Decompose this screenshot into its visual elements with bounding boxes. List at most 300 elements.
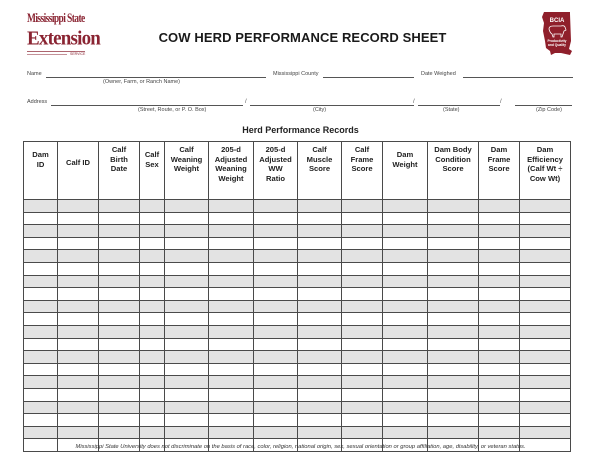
table-cell[interactable] xyxy=(342,200,383,213)
county-label: Mississippi County xyxy=(273,71,319,77)
table-cell[interactable] xyxy=(99,325,140,338)
table-cell[interactable] xyxy=(24,388,58,401)
table-cell[interactable] xyxy=(99,300,140,313)
table-cell[interactable] xyxy=(520,426,571,439)
table-cell[interactable] xyxy=(479,338,520,351)
column-header-205-d-adjusted-ww-ratio xyxy=(254,142,298,200)
address-label: Address xyxy=(27,99,48,105)
column-header-calf-muscle-score xyxy=(298,142,342,200)
table-cell[interactable] xyxy=(58,363,99,376)
table-row xyxy=(24,225,571,238)
table-cell[interactable] xyxy=(342,300,383,313)
table-row xyxy=(24,288,571,301)
table-cell[interactable] xyxy=(383,376,428,389)
table-cell[interactable] xyxy=(520,225,571,238)
table-cell[interactable] xyxy=(298,325,342,338)
table-cell[interactable] xyxy=(58,262,99,275)
table-cell[interactable] xyxy=(383,363,428,376)
table-cell[interactable] xyxy=(165,200,209,213)
table-cell[interactable] xyxy=(99,388,140,401)
table-cell[interactable] xyxy=(165,351,209,364)
table-cell[interactable] xyxy=(479,237,520,250)
table-cell[interactable] xyxy=(165,250,209,263)
table-cell[interactable] xyxy=(24,225,58,238)
table-cell[interactable] xyxy=(479,250,520,263)
table-cell[interactable] xyxy=(520,351,571,364)
table-cell[interactable] xyxy=(209,401,254,414)
table-cell[interactable] xyxy=(99,288,140,301)
table-cell[interactable] xyxy=(140,288,165,301)
name-label: Name xyxy=(27,71,42,77)
table-cell[interactable] xyxy=(520,363,571,376)
zip-field[interactable] xyxy=(515,105,572,106)
table-cell[interactable] xyxy=(428,212,479,225)
city-field[interactable] xyxy=(250,105,414,106)
table-row xyxy=(24,313,571,326)
table-cell[interactable] xyxy=(298,225,342,238)
table-cell[interactable] xyxy=(342,275,383,288)
table-cell[interactable] xyxy=(140,376,165,389)
table-cell[interactable] xyxy=(99,250,140,263)
table-cell[interactable] xyxy=(383,262,428,275)
table-cell[interactable] xyxy=(24,262,58,275)
table-cell[interactable] xyxy=(140,363,165,376)
table-cell[interactable] xyxy=(383,426,428,439)
table-cell[interactable] xyxy=(520,388,571,401)
table-cell[interactable] xyxy=(58,300,99,313)
header-line: Condition xyxy=(435,154,471,164)
table-cell[interactable] xyxy=(24,300,58,313)
table-cell[interactable] xyxy=(298,388,342,401)
table-cell[interactable] xyxy=(165,225,209,238)
table-cell[interactable] xyxy=(24,376,58,389)
table-cell[interactable] xyxy=(298,250,342,263)
table-cell[interactable] xyxy=(383,325,428,338)
table-cell[interactable] xyxy=(209,237,254,250)
table-cell[interactable] xyxy=(254,262,298,275)
table-cell[interactable] xyxy=(58,225,99,238)
table-row xyxy=(24,325,571,338)
table-cell[interactable] xyxy=(58,313,99,326)
table-cell[interactable] xyxy=(254,250,298,263)
table-cell[interactable] xyxy=(165,275,209,288)
table-cell[interactable] xyxy=(165,338,209,351)
table-cell[interactable] xyxy=(58,275,99,288)
table-cell[interactable] xyxy=(342,426,383,439)
table-cell[interactable] xyxy=(342,313,383,326)
table-cell[interactable] xyxy=(383,212,428,225)
table-cell[interactable] xyxy=(428,388,479,401)
table-cell[interactable] xyxy=(99,414,140,427)
table-cell[interactable] xyxy=(58,388,99,401)
table-cell[interactable] xyxy=(24,313,58,326)
header-line: Dam Body xyxy=(434,145,472,154)
table-cell[interactable] xyxy=(520,275,571,288)
table-cell[interactable] xyxy=(254,225,298,238)
table-row xyxy=(24,363,571,376)
table-cell[interactable] xyxy=(342,363,383,376)
table-cell[interactable] xyxy=(99,200,140,213)
table-cell[interactable] xyxy=(209,212,254,225)
table-cell[interactable] xyxy=(99,363,140,376)
table-cell[interactable] xyxy=(428,300,479,313)
header-line: Calf xyxy=(354,145,370,154)
table-cell[interactable] xyxy=(428,414,479,427)
table-cell[interactable] xyxy=(520,376,571,389)
table-cell[interactable] xyxy=(99,351,140,364)
table-cell[interactable] xyxy=(140,200,165,213)
table-cell[interactable] xyxy=(428,275,479,288)
table-cell[interactable] xyxy=(520,338,571,351)
table-cell[interactable] xyxy=(24,414,58,427)
table-cell[interactable] xyxy=(298,401,342,414)
table-row xyxy=(24,212,571,225)
table-cell[interactable] xyxy=(58,325,99,338)
table-cell[interactable] xyxy=(209,313,254,326)
header-line: Score xyxy=(351,164,373,173)
table-row xyxy=(24,262,571,275)
header-line: Weight xyxy=(218,173,244,183)
table-cell[interactable] xyxy=(254,401,298,414)
table-cell[interactable] xyxy=(479,313,520,326)
header-line: Dam xyxy=(32,150,49,159)
separator: / xyxy=(500,99,502,105)
table-cell[interactable] xyxy=(383,313,428,326)
table-cell[interactable] xyxy=(298,237,342,250)
header-line: Calf xyxy=(179,145,194,154)
logo-service-text: SERVICE xyxy=(70,52,86,56)
table-cell[interactable] xyxy=(140,414,165,427)
table-cell[interactable] xyxy=(58,212,99,225)
table-cell[interactable] xyxy=(58,401,99,414)
table-cell[interactable] xyxy=(58,338,99,351)
table-cell[interactable] xyxy=(428,200,479,213)
header-line: Calf ID xyxy=(65,158,91,167)
table-cell[interactable] xyxy=(520,401,571,414)
table-cell[interactable] xyxy=(428,338,479,351)
table-cell[interactable] xyxy=(165,401,209,414)
table-cell[interactable] xyxy=(58,288,99,301)
table-cell[interactable] xyxy=(298,200,342,213)
table-cell[interactable] xyxy=(520,288,571,301)
county-field[interactable] xyxy=(323,77,414,78)
table-cell[interactable] xyxy=(342,401,383,414)
table-row xyxy=(24,275,571,288)
table-cell[interactable] xyxy=(165,388,209,401)
table-cell[interactable] xyxy=(342,414,383,427)
column-header-205-d-adjusted-weaning-weight xyxy=(209,142,254,200)
column-header-dam-body-condition-score xyxy=(428,142,479,200)
header-line: Ratio xyxy=(266,173,285,183)
table-cell[interactable] xyxy=(342,212,383,225)
table-cell[interactable] xyxy=(342,288,383,301)
table-cell[interactable] xyxy=(209,325,254,338)
table-cell[interactable] xyxy=(140,401,165,414)
table-cell[interactable] xyxy=(165,212,209,225)
table-cell[interactable] xyxy=(140,338,165,351)
table-cell[interactable] xyxy=(254,414,298,427)
table-cell[interactable] xyxy=(254,363,298,376)
table-cell[interactable] xyxy=(428,313,479,326)
table-cell[interactable] xyxy=(479,212,520,225)
table-cell[interactable] xyxy=(342,250,383,263)
table-cell[interactable] xyxy=(165,300,209,313)
street-field[interactable] xyxy=(51,105,243,106)
table-cell[interactable] xyxy=(254,237,298,250)
table-cell[interactable] xyxy=(24,275,58,288)
table-cell[interactable] xyxy=(140,212,165,225)
table-cell[interactable] xyxy=(428,325,479,338)
table-cell[interactable] xyxy=(58,426,99,439)
table-cell[interactable] xyxy=(24,250,58,263)
table-cell[interactable] xyxy=(165,237,209,250)
table-cell[interactable] xyxy=(140,300,165,313)
table-cell[interactable] xyxy=(140,313,165,326)
table-cell[interactable] xyxy=(140,262,165,275)
table-cell[interactable] xyxy=(254,351,298,364)
table-cell[interactable] xyxy=(298,212,342,225)
table-cell[interactable] xyxy=(479,288,520,301)
svg-text:BCIA: BCIA xyxy=(549,18,565,24)
table-cell[interactable] xyxy=(99,237,140,250)
table-cell[interactable] xyxy=(99,313,140,326)
table-cell[interactable] xyxy=(383,200,428,213)
column-header-calf-sex xyxy=(140,142,165,200)
table-cell[interactable] xyxy=(165,376,209,389)
table-cell[interactable] xyxy=(99,401,140,414)
logo-rule-secondary xyxy=(27,54,67,55)
table-cell[interactable] xyxy=(428,401,479,414)
table-cell[interactable] xyxy=(24,200,58,213)
table-cell[interactable] xyxy=(479,388,520,401)
table-cell[interactable] xyxy=(209,376,254,389)
table-cell[interactable] xyxy=(58,200,99,213)
table-cell[interactable] xyxy=(165,426,209,439)
table-cell[interactable] xyxy=(383,401,428,414)
table-cell[interactable] xyxy=(342,388,383,401)
table-cell[interactable] xyxy=(298,338,342,351)
table-cell[interactable] xyxy=(140,237,165,250)
herd-performance-table xyxy=(23,141,571,452)
table-row xyxy=(24,200,571,213)
table-cell[interactable] xyxy=(342,262,383,275)
nondiscrimination-footer: Mississippi State University does not discriminate on the basis of race, color, religion, national origin, sex, sexual orientation or group affiliation, age, disability, or veteran status. xyxy=(75,444,526,450)
table-cell[interactable] xyxy=(383,250,428,263)
table-cell[interactable] xyxy=(520,237,571,250)
table-cell[interactable] xyxy=(209,426,254,439)
table-cell[interactable] xyxy=(479,325,520,338)
table-cell[interactable] xyxy=(298,426,342,439)
table-cell[interactable] xyxy=(342,376,383,389)
logo-university-name: Mississippi State xyxy=(27,12,85,26)
table-cell[interactable] xyxy=(383,338,428,351)
table-cell[interactable] xyxy=(383,275,428,288)
table-cell[interactable] xyxy=(209,200,254,213)
table-cell[interactable] xyxy=(209,363,254,376)
table-cell[interactable] xyxy=(428,363,479,376)
table-cell[interactable] xyxy=(165,262,209,275)
table-cell[interactable] xyxy=(99,376,140,389)
table-cell[interactable] xyxy=(209,250,254,263)
table-cell[interactable] xyxy=(298,300,342,313)
table-cell[interactable] xyxy=(209,225,254,238)
zip-hint: (Zip Code) xyxy=(536,107,562,113)
table-cell[interactable] xyxy=(99,212,140,225)
header-line: Weaning xyxy=(170,154,203,164)
table-cell[interactable] xyxy=(254,426,298,439)
table-cell[interactable] xyxy=(24,351,58,364)
table-cell[interactable] xyxy=(479,262,520,275)
table-cell[interactable] xyxy=(342,325,383,338)
table-cell[interactable] xyxy=(140,426,165,439)
date-weighed-field[interactable] xyxy=(463,77,573,78)
table-cell[interactable] xyxy=(99,225,140,238)
table-cell[interactable] xyxy=(254,313,298,326)
table-cell[interactable] xyxy=(479,363,520,376)
table-cell[interactable] xyxy=(24,363,58,376)
table-cell[interactable] xyxy=(383,351,428,364)
table-cell[interactable] xyxy=(428,262,479,275)
table-cell[interactable] xyxy=(58,351,99,364)
table-cell[interactable] xyxy=(298,275,342,288)
table-cell[interactable] xyxy=(479,225,520,238)
table-cell[interactable] xyxy=(140,275,165,288)
table-cell[interactable] xyxy=(254,288,298,301)
table-cell[interactable] xyxy=(140,225,165,238)
table-cell[interactable] xyxy=(209,414,254,427)
header-line: Sex xyxy=(145,159,159,169)
table-cell[interactable] xyxy=(383,414,428,427)
table-cell[interactable] xyxy=(479,376,520,389)
table-cell[interactable] xyxy=(209,262,254,275)
table-cell[interactable] xyxy=(254,300,298,313)
table-cell[interactable] xyxy=(342,225,383,238)
table-cell[interactable] xyxy=(99,262,140,275)
table-cell[interactable] xyxy=(428,225,479,238)
table-cell[interactable] xyxy=(99,338,140,351)
table-cell[interactable] xyxy=(58,237,99,250)
table-cell[interactable] xyxy=(479,414,520,427)
table-cell[interactable] xyxy=(520,250,571,263)
table-cell[interactable] xyxy=(99,275,140,288)
table-cell[interactable] xyxy=(209,338,254,351)
column-header-dam-id xyxy=(24,142,58,200)
table-cell[interactable] xyxy=(58,250,99,263)
name-field[interactable] xyxy=(46,77,266,78)
state-field[interactable] xyxy=(418,105,500,106)
page-title: COW HERD PERFORMANCE RECORD SHEET xyxy=(158,30,447,45)
table-cell[interactable] xyxy=(140,325,165,338)
table-cell[interactable] xyxy=(298,313,342,326)
table-cell[interactable] xyxy=(520,212,571,225)
table-cell[interactable] xyxy=(165,313,209,326)
table-cell[interactable] xyxy=(520,414,571,427)
table-cell[interactable] xyxy=(520,200,571,213)
table-cell[interactable] xyxy=(140,351,165,364)
table-cell[interactable] xyxy=(99,426,140,439)
table-cell[interactable] xyxy=(342,338,383,351)
table-cell[interactable] xyxy=(254,275,298,288)
table-cell[interactable] xyxy=(520,325,571,338)
table-cell[interactable] xyxy=(254,376,298,389)
table-cell[interactable] xyxy=(254,212,298,225)
table-cell[interactable] xyxy=(342,237,383,250)
table-cell[interactable] xyxy=(24,338,58,351)
table-cell[interactable] xyxy=(24,288,58,301)
table-row xyxy=(24,237,571,250)
table-cell[interactable] xyxy=(479,200,520,213)
table-cell[interactable] xyxy=(383,300,428,313)
table-cell[interactable] xyxy=(165,363,209,376)
table-cell[interactable] xyxy=(479,275,520,288)
table-cell[interactable] xyxy=(165,288,209,301)
svg-text:Productivity: Productivity xyxy=(547,39,567,43)
table-cell[interactable] xyxy=(140,250,165,263)
table-cell[interactable] xyxy=(383,225,428,238)
table-cell[interactable] xyxy=(254,200,298,213)
table-cell[interactable] xyxy=(209,388,254,401)
table-cell[interactable] xyxy=(254,388,298,401)
table-cell[interactable] xyxy=(342,351,383,364)
table-cell[interactable] xyxy=(298,262,342,275)
table-cell[interactable] xyxy=(254,338,298,351)
table-cell[interactable] xyxy=(479,426,520,439)
table-cell[interactable] xyxy=(165,414,209,427)
table-cell[interactable] xyxy=(298,288,342,301)
table-cell[interactable] xyxy=(24,212,58,225)
table-row xyxy=(24,351,571,364)
table-cell[interactable] xyxy=(383,388,428,401)
table-cell[interactable] xyxy=(209,300,254,313)
table-cell[interactable] xyxy=(428,376,479,389)
table-cell[interactable] xyxy=(520,300,571,313)
table-cell[interactable] xyxy=(209,351,254,364)
table-cell[interactable] xyxy=(298,414,342,427)
table-cell[interactable] xyxy=(428,250,479,263)
table-cell[interactable] xyxy=(479,300,520,313)
table-cell[interactable] xyxy=(479,351,520,364)
table-cell[interactable] xyxy=(209,288,254,301)
table-cell[interactable] xyxy=(254,325,298,338)
table-cell[interactable] xyxy=(140,388,165,401)
table-cell[interactable] xyxy=(428,288,479,301)
table-cell[interactable] xyxy=(58,376,99,389)
table-cell[interactable] xyxy=(520,262,571,275)
table-cell[interactable] xyxy=(428,351,479,364)
header-line: Cow Wt) xyxy=(529,173,561,183)
header-line: Frame xyxy=(350,154,374,164)
table-cell[interactable] xyxy=(24,237,58,250)
table-cell[interactable] xyxy=(58,414,99,427)
table-cell[interactable] xyxy=(520,313,571,326)
header-line: Dam xyxy=(396,150,414,159)
table-cell[interactable] xyxy=(383,237,428,250)
table-cell[interactable] xyxy=(298,376,342,389)
state-hint: (State) xyxy=(443,107,460,113)
table-cell[interactable] xyxy=(209,275,254,288)
table-cell[interactable] xyxy=(24,325,58,338)
table-cell[interactable] xyxy=(298,351,342,364)
header-line: 205-d xyxy=(265,145,286,154)
table-cell[interactable] xyxy=(24,426,58,439)
table-cell[interactable] xyxy=(24,401,58,414)
table-cell[interactable] xyxy=(428,237,479,250)
table-cell[interactable] xyxy=(479,401,520,414)
table-cell[interactable] xyxy=(428,426,479,439)
table-cell[interactable] xyxy=(383,288,428,301)
table-cell[interactable] xyxy=(298,363,342,376)
table-cell[interactable] xyxy=(165,325,209,338)
